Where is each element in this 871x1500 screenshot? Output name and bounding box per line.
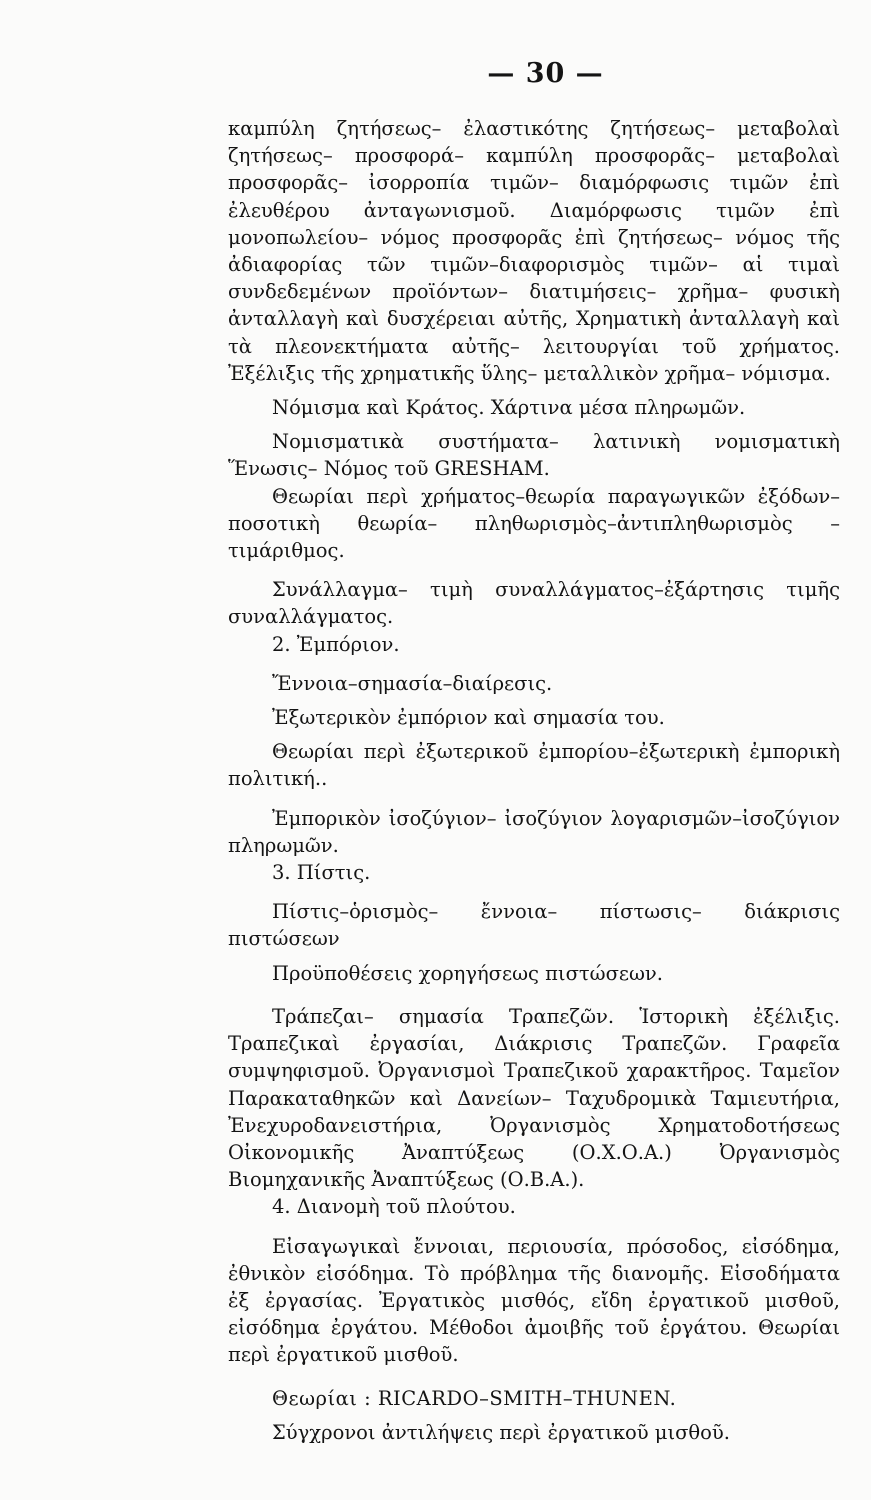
section-heading-credit: 3. Πίστις.: [272, 861, 371, 885]
section-heading-commerce: 2. Ἐμπόριον.: [272, 632, 400, 656]
paragraph-exchange: Συνάλλαγμα– τιμὴ συναλλάγματος–ἐξάρτησις τιμῆς συναλλάγματος.: [228, 578, 840, 629]
paragraph-credit-definition: Πίστις–ὁρισμὸς– ἔννοια– πίστωσις– διάκρισις πιστώσεων: [228, 900, 840, 951]
paragraph-income: Εἰσαγωγικαὶ ἔννοιαι, περιουσία, πρόσοδος, εἰσόδημα, ἐθνικὸν εἰσόδημα. Τὸ πρόβλημα τῆς διανομῆς. Εἰσοδήματα ἐξ ἐργασίας. Ἐργατικὸς μισθός, εἴδη ἐργατικοῦ μισθοῦ, εἰσόδημα ἐργάτου. Μέθοδοι ἀμοιβῆς τοῦ ἐργάτου. Θεωρίαι περὶ ἐργατικοῦ μισθοῦ.: [228, 1234, 840, 1367]
paragraph-wage-theories: Θεωρίαι : RICARDO–SMITH–THUNEN.: [272, 1386, 677, 1410]
page-body: [228, 115, 840, 1446]
section-heading-distribution: 4. Διανομὴ τοῦ πλούτου.: [272, 1195, 516, 1219]
paragraph-credit-conditions: Προϋποθέσεις χορηγήσεως πιστώσεων.: [272, 961, 663, 985]
paragraph-money-state: Νόμισμα καὶ Κράτος. Χάρτινα μέσα πληρωμῶν.: [272, 396, 746, 420]
paragraph-banks: Τράπεζαι– σημασία Τραπεζῶν. Ἱστορικὴ ἐξέλιξις. Τραπεζικαὶ ἐργασίαι, Διάκρισις Τραπεζῶν. Γραφεῖα συμψηφισμοῦ. Ὀργανισμοὶ Τραπεζικοῦ χαρακτῆρος. Ταμεῖον Παρακαταθηκῶν καὶ Δανείων– Ταχυδρομικὰ Ταμιευτήρια, Ἐνεχυροδανειστήρια, Ὀργανισμὸς Χρηματοδοτήσεως Οἰκονομικῆς Ἀναπτύξεως (Ο.Χ.Ο.Α.) Ὀργανισμὸς Βιομηχανικῆς Ἀναπτύξεως (Ο.Β.Α.).: [228, 1004, 840, 1192]
paragraph-demand-supply: καμπύλη ζητήσεως– ἐλαστικότης ζητήσεως– μεταβολαὶ ζητήσεως– προσφορά– καμπύλη προσφορᾶς– μεταβολαὶ προσφορᾶς– ἰσορροπία τιμῶν– διαμόρφωσις τιμῶν ἐπὶ ἐλευθέρου ἀνταγωνισμοῦ. Διαμόρφωσις τιμῶν ἐπὶ μονοπωλείου– νόμος προσφορᾶς ἐπὶ ζητήσεως– νόμος τῆς ἀδιαφορίας τῶν τιμῶν–διαφορισμὸς τιμῶν– αἱ τιμαὶ συνδεδεμένων προϊόντων– διατιμήσεις– χρῆμα– φυσικὴ ἀνταλλαγὴ καὶ δυσχέρειαι αὐτῆς, Χρηματικὴ ἀνταλλαγὴ καὶ τὰ πλεονεκτήματα αὐτῆς– λειτουργίαι τοῦ χρήματος. Ἐξέλιξις τῆς χρηματικῆς ὕλης– μεταλλικὸν χρῆμα– νόμισμα.: [228, 117, 840, 385]
paragraph-money-theories: Θεωρίαι περὶ χρήματος–θεωρία παραγωγικῶν ἐξόδων–ποσοτικὴ θεωρία– πληθωρισμὸς–ἀντιπληθωρισμὸς –τιμάριθμος.: [228, 484, 840, 563]
page-number: — 30 —: [487, 58, 604, 89]
paragraph-modern-views: Σύγχρονοι ἀντιλήψεις περὶ ἐργατικοῦ μισθοῦ.: [272, 1420, 730, 1444]
paragraph-trade-theories: Θεωρίαι περὶ ἐξωτερικοῦ ἐμπορίου–ἐξωτερικὴ ἐμπορικὴ πολιτική..: [228, 740, 840, 791]
paragraph-foreign-trade: Ἐξωτερικὸν ἐμπόριον καὶ σημασία του.: [272, 706, 665, 730]
paragraph-monetary-systems: Νομισματικὰ συστήματα– λατινικὴ νομισματικὴ Ἕνωσις– Νόμος τοῦ GRESHAM.: [228, 430, 840, 481]
paragraph-balance: Ἐμπορικὸν ἰσοζύγιον– ἰσοζύγιον λογαρισμῶν–ἰσοζύγιον πληρωμῶν.: [228, 806, 840, 857]
paragraph-concept-division: Ἔννοια–σημασία–διαίρεσις.: [272, 671, 553, 695]
